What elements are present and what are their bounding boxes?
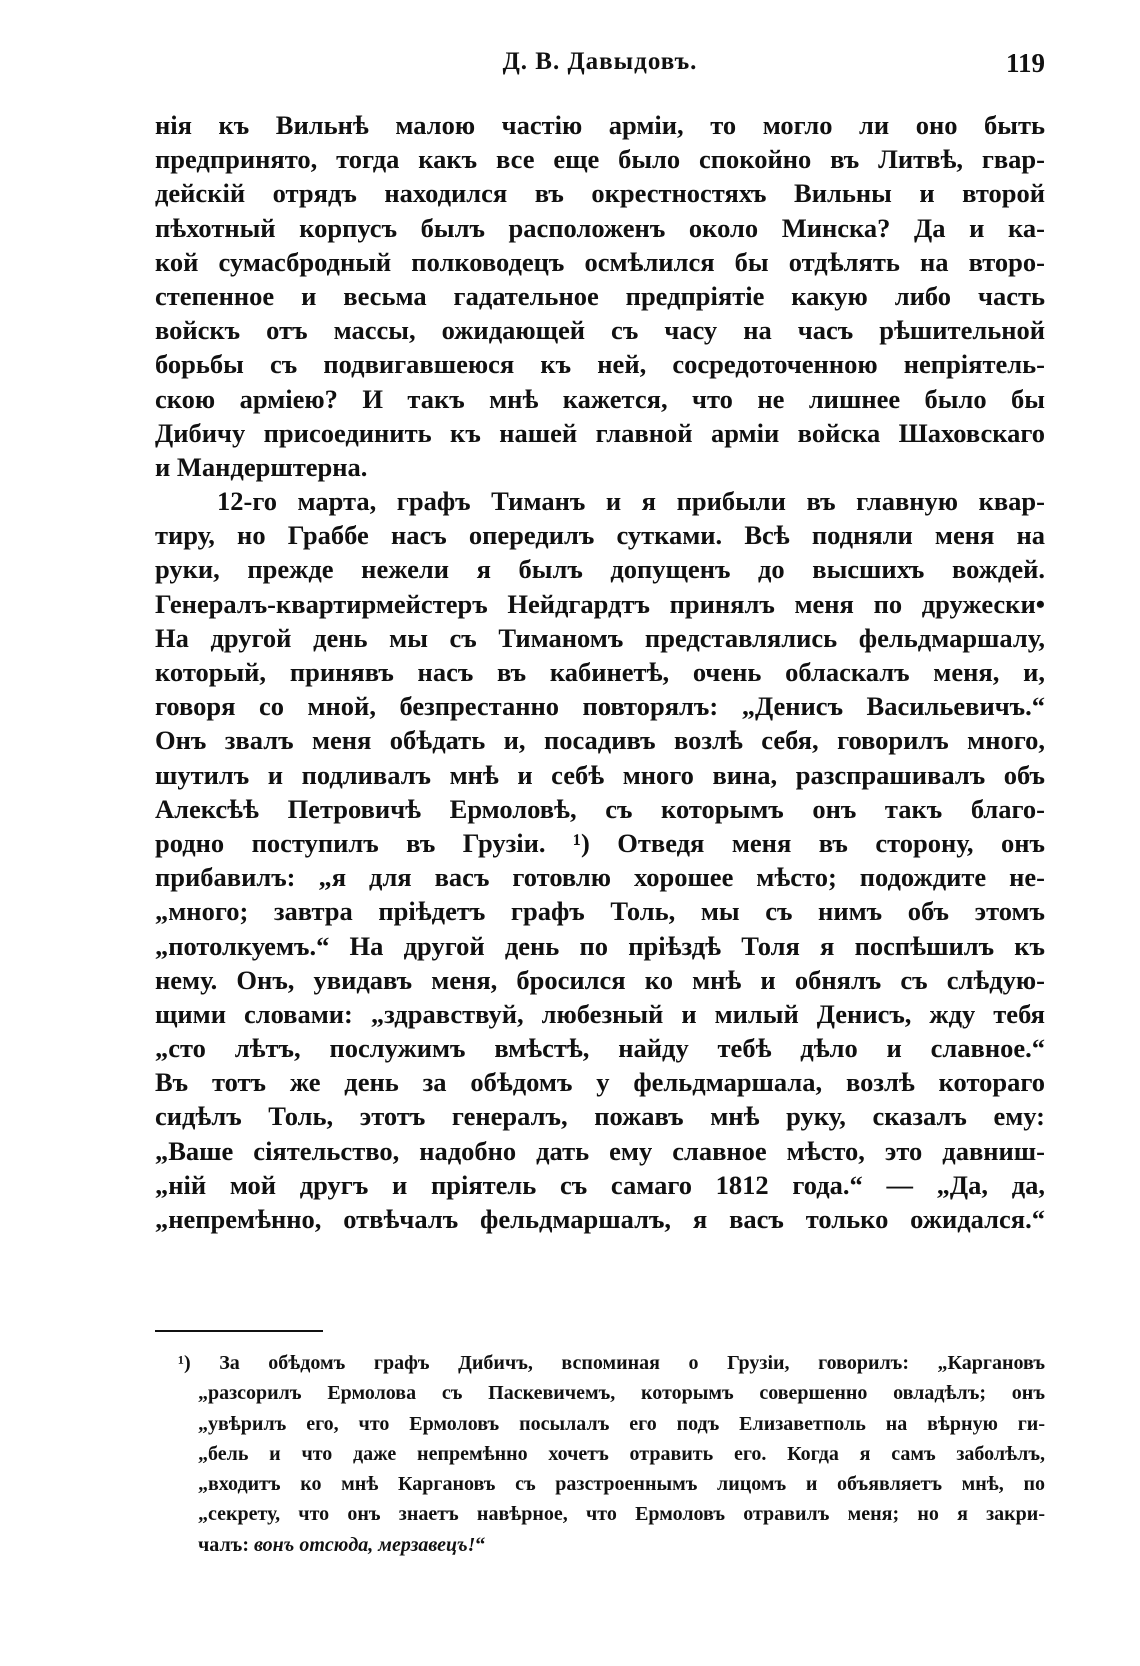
text-line: пѣхотный корпусъ былъ расположенъ около Минска? Да и ка-: [155, 212, 1045, 243]
footnote-line: „секрету, что онъ знаетъ навѣрное, что Ермоловъ отравилъ меня; но я закри-: [198, 1503, 1045, 1526]
text-line: руки, прежде нежели я былъ допущенъ до высшихъ вождей.: [155, 554, 1045, 585]
text-line: „непремѣнно, отвѣчалъ фельдмаршалъ, я васъ только ожидался.“: [155, 1204, 1045, 1234]
text-line: прибавилъ: „я для васъ готовлю хорошее мѣсто; подождите не-: [155, 862, 1045, 893]
text-line: щими словами: „здравствуй, любезный и милый Денисъ, жду тебя: [155, 998, 1045, 1029]
footnote-last-end: “: [475, 1533, 486, 1556]
footnote-line: „увѣрилъ его, что Ермоловъ посылалъ его подъ Елизаветполь на вѣрную ги-: [198, 1412, 1045, 1435]
text-line: сидѣлъ Толь, этотъ генералъ, пожавъ мнѣ руку, сказалъ ему:: [155, 1101, 1045, 1132]
text-line: Онъ звалъ меня обѣдать и, посадивъ возлѣ себя, говорилъ много,: [155, 725, 1045, 756]
text-line: „потолкуемъ.“ На другой день по пріѣздѣ Толя я поспѣшилъ къ: [155, 930, 1045, 961]
text-line: Въ тотъ же день за обѣдомъ у фельдмаршала, возлѣ котораго: [155, 1067, 1045, 1098]
text-line: шутилъ и подливалъ мнѣ и себѣ много вина, разспрашивалъ объ: [155, 759, 1045, 790]
footnote-quote: вонъ отсюда, мерзавецъ!: [254, 1533, 476, 1556]
footnote-line: „входитъ ко мнѣ Каргановъ съ разстроеннымъ лицомъ и объявляетъ мнѣ, по: [198, 1473, 1045, 1496]
footnote-last-start: чалъ:: [198, 1533, 254, 1556]
text-line: нія къ Вильнѣ малою частію арміи, то могло ли оно быть: [155, 110, 1045, 140]
page-header: [155, 48, 1045, 88]
text-line: предпринято, тогда какъ все еще было спокойно въ Литвѣ, гвар-: [155, 144, 1045, 175]
text-line: кой сумасбродный полководецъ осмѣлился бы отдѣлять на второ-: [155, 246, 1045, 277]
footnote-line: ¹) За обѣдомъ графъ Дибичъ, вспоминая о Грузіи, говорилъ: „Каргановъ: [178, 1352, 1045, 1374]
text-line: войскъ отъ массы, ожидающей съ часу на часъ рѣшительной: [155, 315, 1045, 346]
text-line: степенное и весьма гадательное предпріятіе какую либо часть: [155, 280, 1045, 311]
footnote-line: „разсорилъ Ермолова съ Паскевичемъ, которымъ совершенно овладѣлъ; онъ: [198, 1382, 1045, 1405]
text-line: тиру, но Граббе насъ опередилъ сутками. Всѣ подняли меня на: [155, 520, 1045, 551]
text-line: и Мандерштерна.: [155, 451, 368, 482]
text-line: „Ваше сіятельство, надобно дать ему славное мѣсто, это давниш-: [155, 1135, 1045, 1166]
footnote-divider: [155, 1330, 323, 1332]
text-line: „сто лѣтъ, послужимъ вмѣстѣ, найду тебѣ дѣло и славное.“: [155, 1033, 1045, 1064]
text-line: скою арміею? И такъ мнѣ кажется, что не лишнее было бы: [155, 383, 1045, 414]
text-line: „много; завтра пріѣдетъ графъ Толь, мы съ нимъ объ этомъ: [155, 896, 1045, 927]
text-line: дейскій отрядъ находился въ окрестностяхъ Вильны и второй: [155, 178, 1045, 209]
text-line: который, принявъ насъ въ кабинетѣ, очень обласкалъ меня, и,: [155, 657, 1045, 687]
page-number: 119: [1005, 48, 1045, 78]
text-line: говоря со мной, безпрестанно повторялъ: „Денисъ Васильевичъ.“: [155, 691, 1045, 722]
running-head: Д. В. Давыдовъ.: [502, 48, 698, 75]
text-line: Дибичу присоединить къ нашей главной арміи войска Шаховскаго: [155, 417, 1045, 448]
text-line: борьбы съ подвигавшеюся къ ней, сосредоточенною непріятель-: [155, 349, 1045, 380]
text-line: Генералъ-квартирмейстеръ Нейдгардтъ принялъ меня по дружески•: [155, 588, 1045, 619]
text-line: нему. Онъ, увидавъ меня, бросился ко мнѣ и обнялъ съ слѣдую-: [155, 964, 1045, 995]
text-line: Алексѣѣ Петровичѣ Ермоловѣ, съ которымъ онъ такъ благо-: [155, 793, 1045, 824]
footnote-line: „бель и что даже непремѣнно хочетъ отравить его. Когда я самъ заболѣлъ,: [198, 1442, 1045, 1465]
main-text: [155, 108, 1045, 1236]
text-line: родно поступилъ въ Грузіи. ¹) Отведя меня въ сторону, онъ: [155, 827, 1045, 858]
footnote-line-last: [178, 1530, 1045, 1560]
text-line: 12-го марта, графъ Тиманъ и я прибыли въ главную квар-: [217, 486, 1045, 517]
footnote: [178, 1348, 1045, 1560]
text-line: „ній мой другъ и пріятель съ самаго 1812 года.“ — „Да, да,: [155, 1169, 1045, 1200]
text-line: На другой день мы съ Тиманомъ представлялись фельдмаршалу,: [155, 622, 1045, 653]
